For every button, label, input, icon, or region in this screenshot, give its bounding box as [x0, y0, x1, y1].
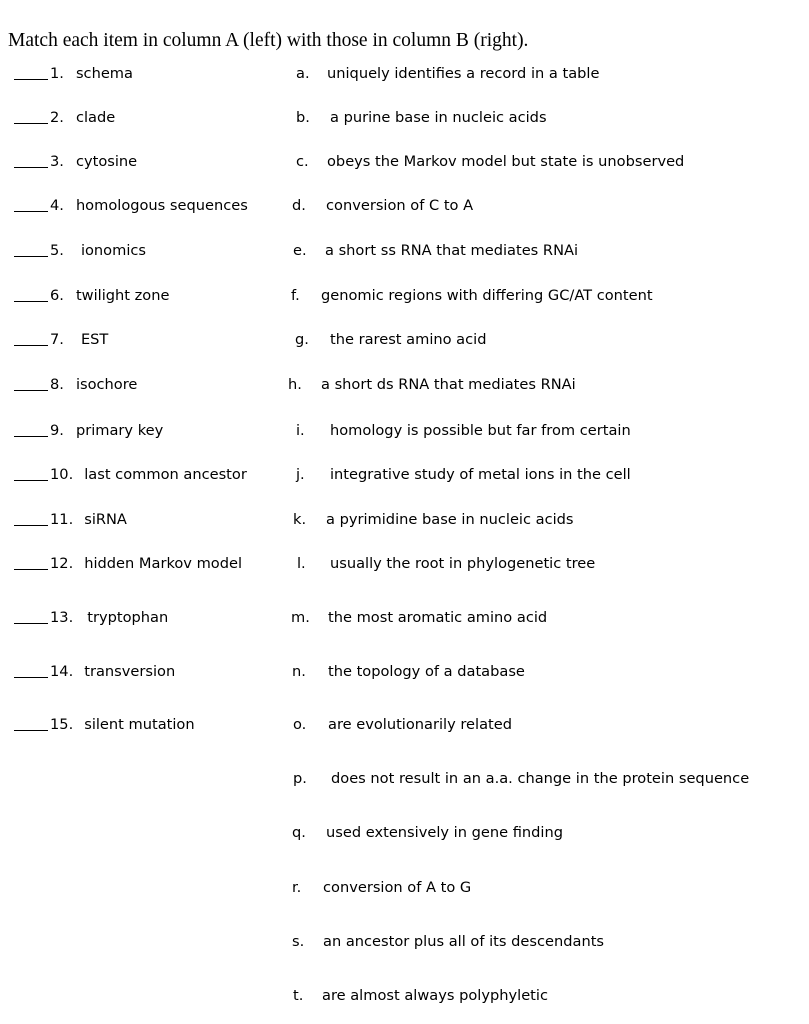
column-b-text: obeys the Markov model but state is unobserved	[327, 153, 685, 170]
column-b-text: homology is possible but far from certain	[330, 422, 631, 439]
match-row	[0, 823, 809, 847]
column-b-letter: b.	[296, 109, 310, 126]
match-row	[0, 421, 809, 445]
column-a-item: 2. clade	[14, 108, 115, 128]
column-b-text: the rarest amino acid	[330, 331, 487, 348]
answer-blank[interactable]	[14, 435, 48, 437]
match-row	[0, 608, 809, 632]
match-row	[0, 554, 809, 578]
match-row	[0, 878, 809, 902]
answer-blank[interactable]	[14, 389, 48, 391]
answer-blank[interactable]	[14, 166, 48, 168]
column-b-letter: r.	[292, 879, 302, 896]
column-b-letter: l.	[297, 555, 306, 572]
column-b-text: usually the root in phylogenetic tree	[330, 555, 596, 572]
answer-blank[interactable]	[14, 676, 48, 678]
column-a-term: primary key	[75, 422, 164, 439]
match-row	[0, 986, 809, 1010]
column-a-term: transversion	[84, 663, 176, 680]
column-b-letter: m.	[291, 609, 310, 626]
answer-blank[interactable]	[14, 568, 48, 570]
column-a-item: 5. ionomics	[14, 241, 146, 261]
match-row	[0, 286, 809, 310]
column-b-text: conversion of A to G	[323, 879, 472, 896]
column-b-text: a purine base in nucleic acids	[330, 109, 547, 126]
match-row	[0, 662, 809, 686]
column-b-text: integrative study of metal ions in the cell	[330, 466, 631, 483]
match-row	[0, 465, 809, 489]
column-b-letter: k.	[293, 511, 307, 528]
column-a-item: 10. last common ancestor	[14, 465, 247, 485]
column-b-text: the most aromatic amino acid	[328, 609, 548, 626]
column-b-letter: g.	[295, 331, 309, 348]
column-a-item: 6. twilight zone	[14, 286, 169, 306]
column-b-text: the topology of a database	[328, 663, 525, 680]
answer-blank[interactable]	[14, 729, 48, 731]
column-b-letter: p.	[293, 770, 307, 787]
column-a-term: EST	[80, 331, 109, 348]
column-a-term: siRNA	[84, 511, 127, 528]
column-a-item: 7. EST	[14, 330, 108, 350]
match-row	[0, 152, 809, 176]
column-b-letter: d.	[292, 197, 306, 214]
column-b-text: an ancestor plus all of its descendants	[323, 933, 605, 950]
answer-blank[interactable]	[14, 524, 48, 526]
match-row	[0, 715, 809, 739]
column-a-item: 11. siRNA	[14, 510, 127, 530]
match-row	[0, 375, 809, 399]
column-b-letter: n.	[292, 663, 306, 680]
answer-blank[interactable]	[14, 255, 48, 257]
column-b-text: used extensively in gene finding	[326, 824, 563, 841]
column-a-term: isochore	[75, 376, 138, 393]
match-row	[0, 64, 809, 88]
column-b-letter: t.	[293, 987, 304, 1004]
column-a-item: 13. tryptophan	[14, 608, 168, 628]
column-a-term: clade	[75, 109, 116, 126]
column-a-term: tryptophan	[87, 609, 169, 626]
match-row	[0, 932, 809, 956]
match-row	[0, 769, 809, 793]
column-a-term: last common ancestor	[84, 466, 247, 483]
answer-blank[interactable]	[14, 122, 48, 124]
column-a-item: 12. hidden Markov model	[14, 554, 242, 574]
instructions-title: Match each item in column A (left) with those in column B (right).	[8, 30, 529, 51]
column-a-item: 4. homologous sequences	[14, 196, 248, 216]
match-row	[0, 241, 809, 265]
answer-blank[interactable]	[14, 479, 48, 481]
column-a-item: 8. isochore	[14, 375, 137, 395]
column-b-text: uniquely identifies a record in a table	[327, 65, 600, 82]
column-b-text: a short ds RNA that mediates RNAi	[321, 376, 576, 393]
column-b-letter: f.	[291, 287, 300, 304]
answer-blank[interactable]	[14, 210, 48, 212]
column-a-term: cytosine	[75, 153, 138, 170]
column-a-term: homologous sequences	[75, 197, 248, 214]
column-b-text: genomic regions with differing GC/AT content	[321, 287, 653, 304]
match-row	[0, 196, 809, 220]
column-b-letter: h.	[288, 376, 302, 393]
match-row	[0, 108, 809, 132]
column-b-text: are evolutionarily related	[328, 716, 512, 733]
column-b-text: a pyrimidine base in nucleic acids	[326, 511, 574, 528]
column-b-letter: o.	[293, 716, 307, 733]
answer-blank[interactable]	[14, 622, 48, 624]
column-b-text: are almost always polyphyletic	[322, 987, 548, 1004]
column-a-term: ionomics	[80, 242, 146, 259]
column-a-item: 14. transversion	[14, 662, 175, 682]
column-a-term: hidden Markov model	[84, 555, 243, 572]
answer-blank[interactable]	[14, 344, 48, 346]
column-b-text: does not result in an a.a. change in the protein sequence	[331, 770, 750, 787]
match-row	[0, 510, 809, 534]
column-a-term: silent mutation	[84, 716, 195, 733]
answer-blank[interactable]	[14, 78, 48, 80]
column-a-item: 9. primary key	[14, 421, 163, 441]
column-a-item: 1. schema	[14, 64, 133, 84]
column-b-text: conversion of C to A	[326, 197, 474, 214]
column-b-letter: s.	[292, 933, 305, 950]
column-b-letter: a.	[296, 65, 310, 82]
column-a-term: schema	[75, 65, 133, 82]
column-b-letter: c.	[296, 153, 309, 170]
column-b-letter: j.	[296, 466, 305, 483]
column-b-letter: q.	[292, 824, 306, 841]
column-a-item: 3. cytosine	[14, 152, 137, 172]
column-b-letter: i.	[296, 422, 305, 439]
column-b-letter: e.	[293, 242, 307, 259]
column-a-item: 15. silent mutation	[14, 715, 195, 735]
column-a-term: twilight zone	[75, 287, 170, 304]
match-row	[0, 330, 809, 354]
answer-blank[interactable]	[14, 300, 48, 302]
column-b-text: a short ss RNA that mediates RNAi	[325, 242, 579, 259]
